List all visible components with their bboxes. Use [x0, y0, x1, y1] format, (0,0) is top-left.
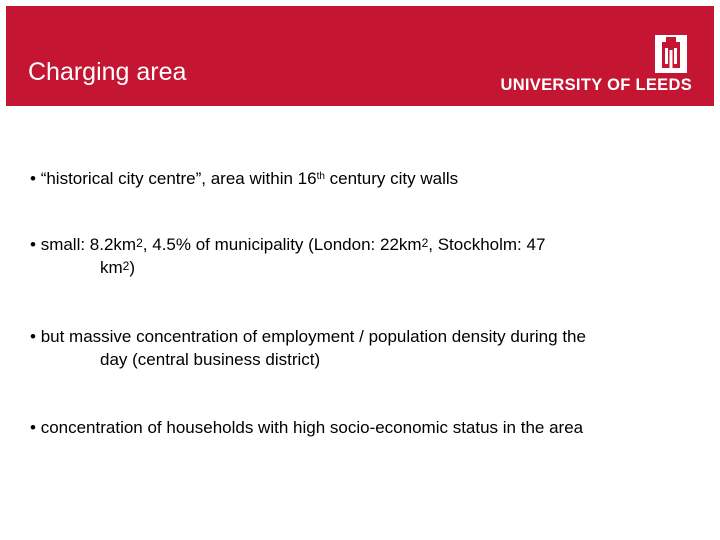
- bullet-continuation: [30, 256, 545, 279]
- bullet-item: [30, 325, 586, 371]
- bullet-item: [30, 416, 583, 439]
- bullet-text: concentration of households with high socio-economic status in the area: [40, 418, 584, 437]
- logo-text: UNIVERSITY OF LEEDS: [500, 76, 692, 94]
- bullet-text: , 4.5% of municipality (London: 22km: [142, 235, 422, 254]
- bullet-text: small: 8.2km: [40, 235, 137, 254]
- superscript: th: [316, 171, 325, 182]
- bullet-item: [30, 167, 458, 190]
- superscript: 2: [122, 259, 130, 273]
- superscript: 2: [421, 236, 429, 250]
- slide-title: Charging area: [28, 58, 187, 86]
- bullet-text: but massive concentration of employment / population density during the: [40, 327, 586, 346]
- bullet-text: century city walls: [324, 169, 459, 188]
- bullet-text: “historical city centre”, area within 16: [40, 169, 317, 188]
- bullet-marker: •: [30, 327, 36, 346]
- superscript: 2: [136, 236, 143, 250]
- bullet-text: ): [129, 258, 136, 277]
- bullet-text: , Stockholm: 47: [428, 235, 546, 254]
- bullet-marker: •: [30, 418, 36, 437]
- bullet-text: km: [100, 258, 123, 277]
- bullet-marker: •: [30, 169, 36, 188]
- bullet-marker: •: [30, 235, 36, 254]
- university-crest-icon: [654, 34, 688, 74]
- bullet-item: [30, 233, 545, 279]
- slide-header: [6, 6, 714, 106]
- university-logo: [502, 34, 692, 96]
- bullet-continuation: day (central business district): [100, 350, 321, 369]
